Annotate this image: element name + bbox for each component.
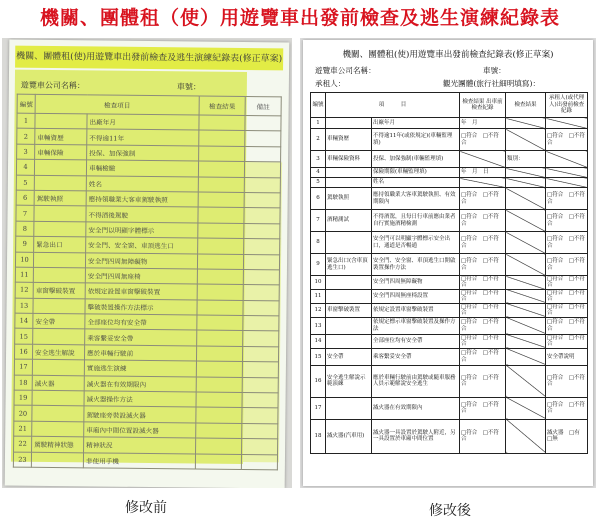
row-note[interactable] [243,254,279,270]
row-result-2[interactable] [506,419,546,453]
table-row [311,317,588,334]
row-note[interactable]: 滅火器 □有 □無 [546,419,588,453]
row-note[interactable]: □符合 □不符合 [546,188,588,210]
row-text: 非使用手機 [83,452,195,469]
row-number: 11 [311,289,326,303]
before-plate-label: 車號： [176,82,201,92]
row-number: 16 [311,365,326,397]
row-number: 17 [14,359,32,375]
row-text: 安全門以明顯字體標示 [86,222,198,239]
row-text: 安全門可以明顯字體標示安全出口，通道是否暢通 [372,232,460,254]
row-text: 實施逃生演練 [84,360,196,377]
header-result-2: 檢查結果 [506,93,546,118]
row-result-1[interactable]: □符合 □不符合 [460,317,506,334]
row-result-1[interactable]: 年 月 [460,118,506,129]
table-row [311,397,588,419]
row-result-2[interactable] [506,276,546,290]
row-text: 全部座位均有安全帶 [85,314,197,331]
row-note[interactable] [244,177,280,193]
table-row [311,188,588,210]
row-note[interactable]: □符合 □不符合 [546,276,588,290]
row-result-1[interactable]: □符合 □不符合 [460,232,506,254]
row-text: 滅火器操作方法 [84,391,196,408]
row-item: 駕駛執照 [326,188,372,210]
row-number: 7 [311,210,326,232]
row-item: 滅火器(汽車用) [326,419,372,453]
row-result[interactable] [198,177,244,193]
row-number: 4 [16,159,34,175]
before-table-body [13,113,281,470]
row-text: 不得酒駕，且每日行車前應由業者自行實施酒精檢測 [372,210,460,232]
row-note[interactable] [243,300,279,316]
row-result-1[interactable]: □符合 □不符合 [460,397,506,419]
row-note[interactable] [243,331,279,347]
row-item: 車輛保險 [35,144,87,160]
row-result[interactable] [195,454,241,470]
after-company-label: 遊覽車公司名稱： [315,66,376,75]
row-result-1[interactable]: □符合 □不符合 [460,289,506,303]
row-result-2[interactable]: 類別： [506,151,546,168]
row-result-2[interactable] [506,289,546,303]
row-text: 安全門四周無座椅設置 [372,289,460,303]
row-note[interactable]: □符合 □不符合 [546,232,588,254]
row-item [326,317,372,334]
table-row [311,118,588,129]
row-item [32,406,84,422]
row-note[interactable] [242,423,278,439]
table-row [311,276,588,290]
row-item [32,421,84,437]
row-text: 安全門、安全窗、車頂逃生口開啟裝置操作方法 [372,254,460,276]
row-result-1[interactable] [460,178,506,188]
row-result-2[interactable] [506,254,546,276]
row-item: 駕駛精神狀態 [32,437,84,453]
row-item: 車輛資歷 [326,129,372,151]
row-text: 車廂內中間位置設滅火器 [84,422,196,439]
row-note[interactable]: □符合 □不符合 [546,254,588,276]
row-result-1[interactable]: □符合 □不符合 [460,188,506,210]
row-number: 6 [16,190,34,206]
row-text: 不得酒後駕駛 [86,206,198,223]
row-note[interactable]: □符合 □不符合 [546,365,588,397]
row-note[interactable]: □符合 □不符合 [546,210,588,232]
table-row [311,365,588,397]
row-text: 安全門四周無座椅 [85,268,197,285]
row-note[interactable] [244,208,280,224]
row-item: 緊急出口 [34,236,86,252]
row-text: 乘客繫妥安全帶 [85,329,197,346]
row-number: 21 [14,421,32,437]
table-row [311,289,588,303]
row-item [32,360,84,376]
row-result[interactable] [197,315,243,331]
row-item [33,267,85,283]
header-item: 檢查項目 [35,94,199,115]
after-plate-label: 車號： [483,66,506,75]
row-result[interactable] [197,330,243,346]
row-note[interactable] [242,362,278,378]
row-number: 3 [17,144,35,160]
row-item: 酒精測試 [326,210,372,232]
row-result[interactable] [196,392,242,408]
table-row [311,334,588,348]
row-text: 投保、加保強制(車輛監理填) [372,151,460,168]
row-item [326,232,372,254]
row-result-2[interactable] [506,334,546,348]
row-result-1[interactable]: □符合 □不符合 [460,210,506,232]
row-result[interactable] [196,407,242,423]
row-item [34,159,86,175]
header-item: 項 目 [326,93,460,118]
row-number: 8 [311,232,326,254]
row-text: 依規定設置車窗擊破裝置 [372,303,460,317]
row-note[interactable] [245,116,281,132]
row-number: 10 [15,252,33,268]
row-item [326,397,372,419]
row-number: 13 [15,298,33,314]
row-number: 8 [16,221,34,237]
row-text: 不得逾11年 [87,129,199,146]
row-result-1[interactable]: □符合 □不符合 [460,365,506,397]
row-result[interactable] [198,207,244,223]
row-result-1[interactable]: 年 月 日 [460,168,506,178]
row-text: 安全門四周無障礙物 [85,252,197,269]
row-text: 滅火器一具設置於駕駛人附近，另一具設置於車廂中間位置 [372,419,460,453]
header-no: 編號 [17,94,35,113]
row-note[interactable] [242,408,278,424]
row-text: 姓名 [86,175,198,192]
row-item [326,276,372,290]
row-result-1[interactable] [460,151,506,168]
row-number: 7 [16,205,34,221]
row-text: 姓名 [372,178,460,188]
row-number: 5 [16,175,34,191]
row-result-1[interactable]: □符合 □不符合 [460,334,506,348]
row-text: 擊破裝置操作方法標示 [85,299,197,316]
row-text: 乘客繫妥安全帶 [372,348,460,365]
row-result-2[interactable] [506,118,546,129]
row-number: 20 [14,406,32,422]
row-note[interactable]: □符合 □不符合 [546,129,588,151]
before-form-table [13,94,282,471]
row-item: 安全帶 [326,348,372,365]
row-result-1[interactable]: □符合 □不符合 [460,276,506,290]
main-title: 機關、團體租（使）用遊覽車出發前檢查及逃生演練紀錄表 [39,7,560,29]
row-text: 應持領職業大客車駕駛執照、有效期限內 [372,188,460,210]
after-form-title: 機關、團體租(使)用遊覽車出發前檢查紀錄表(修正草案) [342,50,554,60]
after-caption: 修改後 [429,503,471,519]
row-item [326,289,372,303]
row-text: 應於車輛行駛前 [84,345,196,362]
header-note: 承租人(或代理人)出發前檢查紀錄 [546,93,588,118]
row-result[interactable] [197,254,243,270]
before-company-label: 遊覽車公司名稱： [20,80,85,91]
row-item: 車窗擊破裝置 [33,283,85,299]
row-number: 16 [14,344,32,360]
after-travel-agency-label: 觀光團體(旅行社細明填寫)： [443,79,541,88]
table-row [311,151,588,168]
row-number: 17 [311,397,326,419]
row-note[interactable]: □符合 □不符合 [546,303,588,317]
row-result[interactable] [198,192,244,208]
row-result[interactable] [198,161,244,177]
row-note[interactable] [546,178,588,188]
row-result[interactable] [198,238,244,254]
after-form-paper [303,40,593,486]
row-result-2[interactable] [506,348,546,365]
row-note[interactable] [244,162,280,178]
header-result: 檢查結果 [199,96,245,115]
row-text: 滅火器在有效期限內 [372,397,460,419]
table-header-row [311,93,588,118]
row-item: 安全逃生解說示範演練 [326,365,372,397]
row-result[interactable] [197,300,243,316]
table-row [311,178,588,188]
row-text: 車輛檢驗 [86,160,198,177]
row-item: 緊急出口(含車頂逃生口) [326,254,372,276]
row-note[interactable] [242,393,278,409]
row-item [326,118,372,129]
row-result[interactable] [199,130,245,146]
row-note[interactable]: □符合 □不符合 [546,317,588,334]
row-item [34,175,86,191]
table-row [311,419,588,453]
row-number: 3 [311,151,326,168]
header-no: 編號 [311,93,326,118]
row-number: 14 [15,313,33,329]
row-number: 6 [311,188,326,210]
row-item: 安全逃生解說 [32,344,84,360]
row-note[interactable] [244,239,280,255]
row-text: 應持領職業大客車駕駛執照 [86,191,198,208]
row-note[interactable]: 安全帶說明 [546,348,588,365]
row-result-2[interactable] [506,178,546,188]
row-number: 2 [17,129,35,145]
after-contractor-label: 承租人： [315,79,346,88]
row-result[interactable] [196,361,242,377]
row-note[interactable] [546,168,588,178]
table-row [311,254,588,276]
row-result-2[interactable] [506,188,546,210]
table-row [311,348,588,365]
table-row [13,452,277,470]
row-item [326,168,372,178]
row-text: 依規定標示車窗擊破裝置及操作方法 [372,317,460,334]
row-note[interactable] [242,377,278,393]
row-result-2[interactable] [506,232,546,254]
row-result-2[interactable] [506,365,546,397]
row-number: 11 [15,267,33,283]
row-note[interactable] [546,151,588,168]
header-result-1: 檢查結果 出車前檢查紀錄 [460,93,506,118]
row-note[interactable] [546,118,588,129]
row-number: 9 [311,254,326,276]
row-result-2[interactable] [506,168,546,178]
row-result-1[interactable]: □符合 □不符合 [460,348,506,365]
row-text: 安全門四周無障礙物 [372,276,460,290]
row-result-2[interactable] [506,397,546,419]
row-number: 18 [311,419,326,453]
table-row [311,210,588,232]
table-row [311,303,588,317]
row-text: 安全門、安全窗、車頂逃生口 [86,237,198,254]
row-result-2[interactable] [506,210,546,232]
row-note[interactable] [243,285,279,301]
row-text: 不得逾11年(或依規定)(車輛監理填) [372,129,460,151]
before-form-photo [2,38,292,488]
row-item: 車輛資歷 [35,129,87,145]
row-number: 1 [17,113,35,129]
row-item [33,329,85,345]
row-number: 1 [311,118,326,129]
table-row [311,232,588,254]
row-result-1[interactable]: □符合 □不符合 [460,129,506,151]
row-note[interactable]: □符合 □不符合 [546,334,588,348]
row-result[interactable] [196,438,242,454]
row-text: 駕駛座旁裝設滅火器 [84,406,196,423]
row-number: 18 [14,375,32,391]
after-form-photo [300,38,596,488]
row-number: 22 [14,436,32,452]
row-note[interactable] [242,439,278,455]
row-number: 15 [311,348,326,365]
row-item: 車輛保險資料 [326,151,372,168]
row-item [34,206,86,222]
row-text: 滅火器在有效期限內 [84,375,196,392]
row-note[interactable] [242,346,278,362]
row-text: 全部座位均有安全帶 [372,334,460,348]
row-result-2[interactable] [506,129,546,151]
row-note[interactable] [244,223,280,239]
row-text: 出廠年月 [87,114,199,131]
row-result[interactable] [196,346,242,362]
row-item [33,298,85,314]
row-note[interactable] [245,146,281,162]
row-item [326,334,372,348]
row-result[interactable] [197,284,243,300]
row-result[interactable] [196,423,242,439]
row-number: 14 [311,334,326,348]
header-note: 備註 [245,97,281,116]
after-table-body [311,118,588,454]
row-result-2[interactable] [506,303,546,317]
row-result[interactable] [199,146,245,162]
row-note[interactable] [245,131,281,147]
row-item [32,390,84,406]
row-item [35,113,87,129]
row-item: 駕駛執照 [34,190,86,206]
row-note[interactable] [244,192,280,208]
row-item: 車窗擊破裝置 [326,303,372,317]
row-result[interactable] [199,115,245,131]
row-number: 12 [15,282,33,298]
row-result[interactable] [198,223,244,239]
row-number: 9 [16,236,34,252]
row-number: 2 [311,129,326,151]
row-result-1[interactable]: □符合 □不符合 [460,303,506,317]
row-number: 15 [15,329,33,345]
row-number: 23 [13,452,31,468]
row-text: 應於車輛行駛前由駕駛或隨車服務人員示範解說安全逃生 [372,365,460,397]
row-item: 安全帶 [33,313,85,329]
before-form-paper [5,40,290,488]
row-item [33,252,85,268]
row-text: 出廠年月 [372,118,460,129]
table-row [311,129,588,151]
row-note[interactable] [243,269,279,285]
row-result[interactable] [197,269,243,285]
row-result[interactable] [196,377,242,393]
row-item: 滅火器 [32,375,84,391]
row-number: 12 [311,303,326,317]
row-note[interactable]: □符合 □不符合 [546,397,588,419]
row-number: 4 [311,168,326,178]
row-number: 10 [311,276,326,290]
row-text: 依規定設置車窗擊破裝置 [85,283,197,300]
after-form-table [310,92,588,454]
row-text: 保險期限(車輛監理填) [372,168,460,178]
row-result-1[interactable]: □符合 □不符合 [460,419,506,453]
table-row [311,168,588,178]
row-note[interactable] [243,316,279,332]
row-result-1[interactable]: □符合 □不符合 [460,254,506,276]
row-item [326,178,372,188]
row-number: 19 [14,390,32,406]
row-result-2[interactable] [506,317,546,334]
row-text: 精神狀況 [84,437,196,454]
row-text: 投保、加保強制 [87,145,199,162]
row-item [34,221,86,237]
row-item [31,452,83,468]
before-caption: 修改前 [125,500,167,516]
row-note[interactable]: □符合 □不符合 [546,289,588,303]
before-form-title: 機關、團體租(使)用遊覽車出發前檢查及逃生演練紀錄表(修正草案) [16,51,283,65]
row-number: 5 [311,178,326,188]
row-note[interactable] [241,454,277,470]
row-number: 13 [311,317,326,334]
